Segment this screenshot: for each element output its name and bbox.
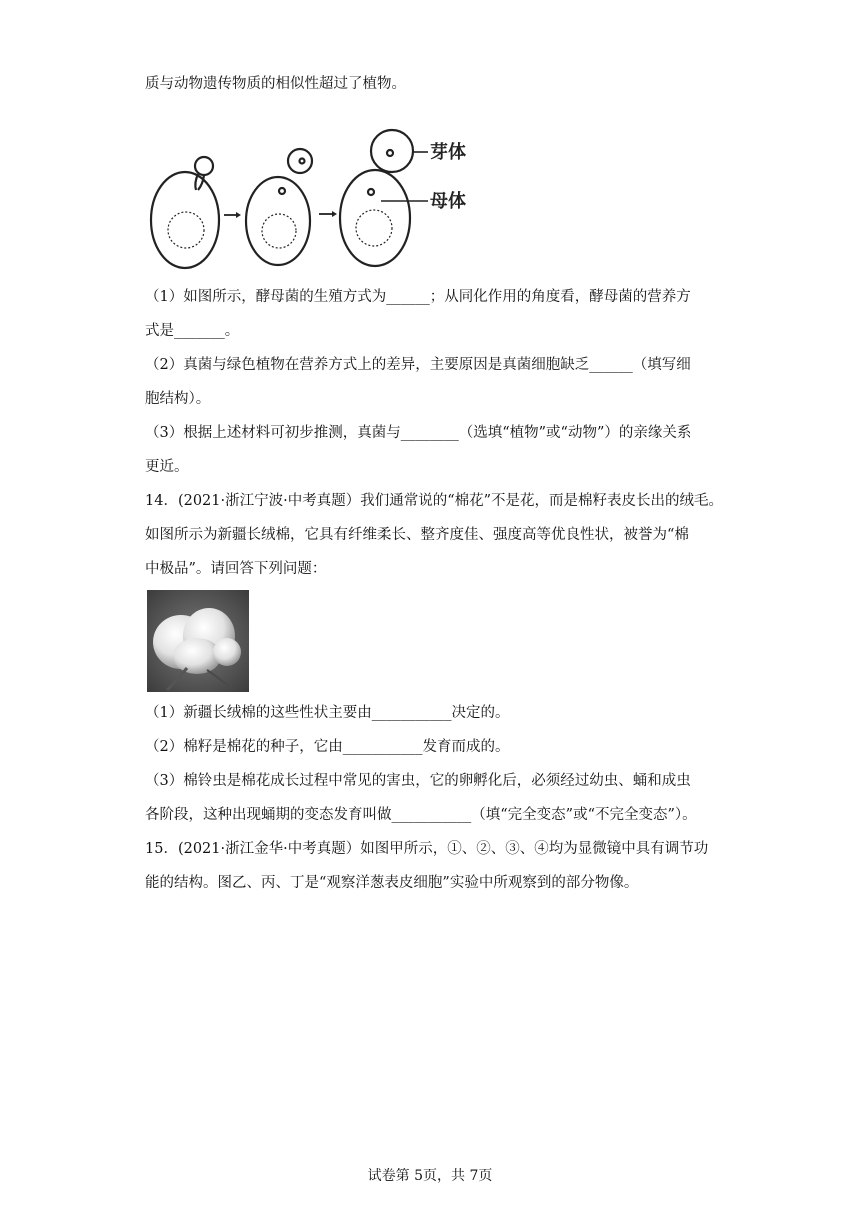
problem-14-line-b: 如图所示为新疆长绒棉，它具有纤维柔长、整齐度佳、强度高等优良性状，被誉为“棉 — [145, 527, 689, 543]
problem-14-line-a: 14．(2021·浙江宁波·中考真题）我们通常说的“棉花”不是花，而是棉籽表皮长出的绒毛。 — [145, 493, 724, 509]
problem-14-line-c: 中极品”。请回答下列问题： — [145, 561, 327, 577]
label-mother: 母体 — [430, 191, 466, 212]
question-1-line-a: （1）如图所示，酵母菌的生殖方式为______；从同化作用的角度看，酵母菌的营养方 — [145, 289, 691, 305]
cotton-question-1: （1）新疆长绒棉的这些性状主要由___________决定的。 — [145, 705, 510, 721]
cotton-photo — [147, 590, 249, 692]
problem-15-line-a: 15．(2021·浙江金华·中考真题）如图甲所示，①、②、③、④均为显微镜中具有调节功 — [145, 841, 709, 857]
page-footer: 试卷第 5页，共 7页 — [367, 1168, 493, 1184]
cotton-question-2: （2）棉籽是棉花的种子，它由___________发育而成的。 — [145, 739, 510, 755]
label-bud: 芽体 — [430, 142, 466, 163]
problem-15-line-b: 能的结构。图乙、丙、丁是“观察洋葱表皮细胞”实验中所观察到的部分物像。 — [145, 875, 639, 891]
question-1-line-b: 式是_______。 — [145, 323, 240, 339]
question-2-line-a: （2）真菌与绿色植物在营养方式上的差异，主要原因是真菌细胞缺乏______（填写细 — [145, 357, 691, 373]
question-2-line-b: 胞结构）。 — [145, 391, 211, 407]
question-3-line-b: 更近。 — [145, 459, 189, 475]
cotton-question-3-line-a: （3）棉铃虫是棉花成长过程中常见的害虫，它的卵孵化后，必须经过幼虫、蛹和成虫 — [145, 773, 691, 789]
yeast-budding-figure — [148, 128, 478, 270]
question-3-line-a: （3）根据上述材料可初步推测，真菌与________（选填“植物”或“动物”）的亲缘关系 — [145, 425, 692, 441]
cotton-question-3-line-b: 各阶段，这种出现蛹期的变态发育叫做___________（填“完全变态”或“不完全变态”）。 — [145, 807, 697, 823]
text-line: 质与动物遗传物质的相似性超过了植物。 — [145, 76, 406, 92]
